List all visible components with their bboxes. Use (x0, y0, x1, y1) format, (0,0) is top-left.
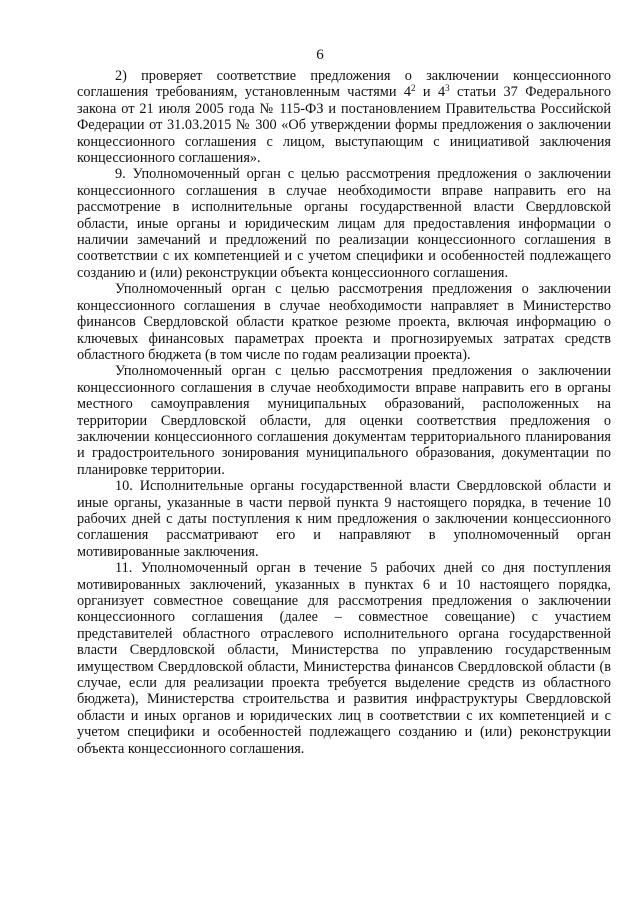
paragraph-11: 11. Уполномоченный орган в течение 5 рабочих дней со дня поступления мотивированных заключений, указанных в пунктах 6 и 10 настоящего порядка, организует совместное совещание для рассмотрения предложения о заключении концессионного соглашения (далее – совместное совещание) с участием представителей областного отраслевого исполнительного органа государственной власти Свердловской области, Министерства по управлению государственным имуществом Свердловской области, Министерства финансов Свердловской области (в случае, если для реализации проекта требуется выделение средств из областного бюджета), Министерства строительства и развития инфраструктуры Свердловской области и иных органов и юридических лиц в соответствии с их компетенцией и с учетом специфики и особенностей подлежащего созданию и (или) реконструкции объекта концессионного соглашения. (77, 560, 611, 757)
paragraph-text: 2) проверяет соответствие предложения о заключении концессионного соглашения требованиям, установленным частями 4 (77, 68, 611, 101)
paragraph-item-2 (77, 68, 611, 166)
paragraph-9-part-2: Уполномоченный орган с целью рассмотрения предложения о заключении концессионного соглашения в случае необходимости направляет в Министерство финансов Свердловской области краткое резюме проекта, включая информацию о ключевых финансовых параметрах проекта и прогнозируемых затратах средств областного бюджета (в том числе по годам реализации проекта). (77, 281, 611, 363)
superscript: 3 (445, 83, 450, 94)
paragraph-9: 9. Уполномоченный орган с целью рассмотрения предложения о заключении концессионного соглашения в случае необходимости вправе направить его на рассмотрение в исполнительные органы государственной власти Свердловской области, иные органы и юридическим лицам для предоставления информации о наличии замечаний и предложений по реализации концессионного соглашения в соответствии с их компетенцией и с учетом специфики и особенностей подлежащего созданию и (или) реконструкции объекта концессионного соглашения. (77, 166, 611, 281)
superscript: 2 (411, 83, 416, 94)
paragraph-9-part-3: Уполномоченный орган с целью рассмотрения предложения о заключении концессионного соглашения в случае необходимости вправе направить его в органы местного самоуправления муниципальных образований, расположенных на территории Свердловской области, для оценки соответствия предложения о заключении концессионного соглашения документам территориального планирования и градостроительного зонирования муниципального образования, документации по планировке территории. (77, 363, 611, 478)
paragraph-text: статьи 37 Федерального закона от 21 июля 2005 года № 115-ФЗ и постановлением Правительства Российской Федерации от 31.03.2015 № 300 «Об утверждении формы предложения о заключении концессионного соглашения с лицом, выступающим с инициативой заключения концессионного соглашения». (77, 84, 611, 167)
paragraph-text: и 4 (415, 84, 446, 101)
document-body (77, 68, 611, 757)
paragraph-10: 10. Исполнительные органы государственной власти Свердловской области и иные органы, указанные в части первой пункта 9 настоящего порядка, в течение 10 рабочих дней с даты поступления к ним предложения о заключении концессионного соглашения рассматривают его и направляют в уполномоченный орган мотивированные заключения. (77, 478, 611, 560)
page-number: 6 (316, 47, 324, 63)
